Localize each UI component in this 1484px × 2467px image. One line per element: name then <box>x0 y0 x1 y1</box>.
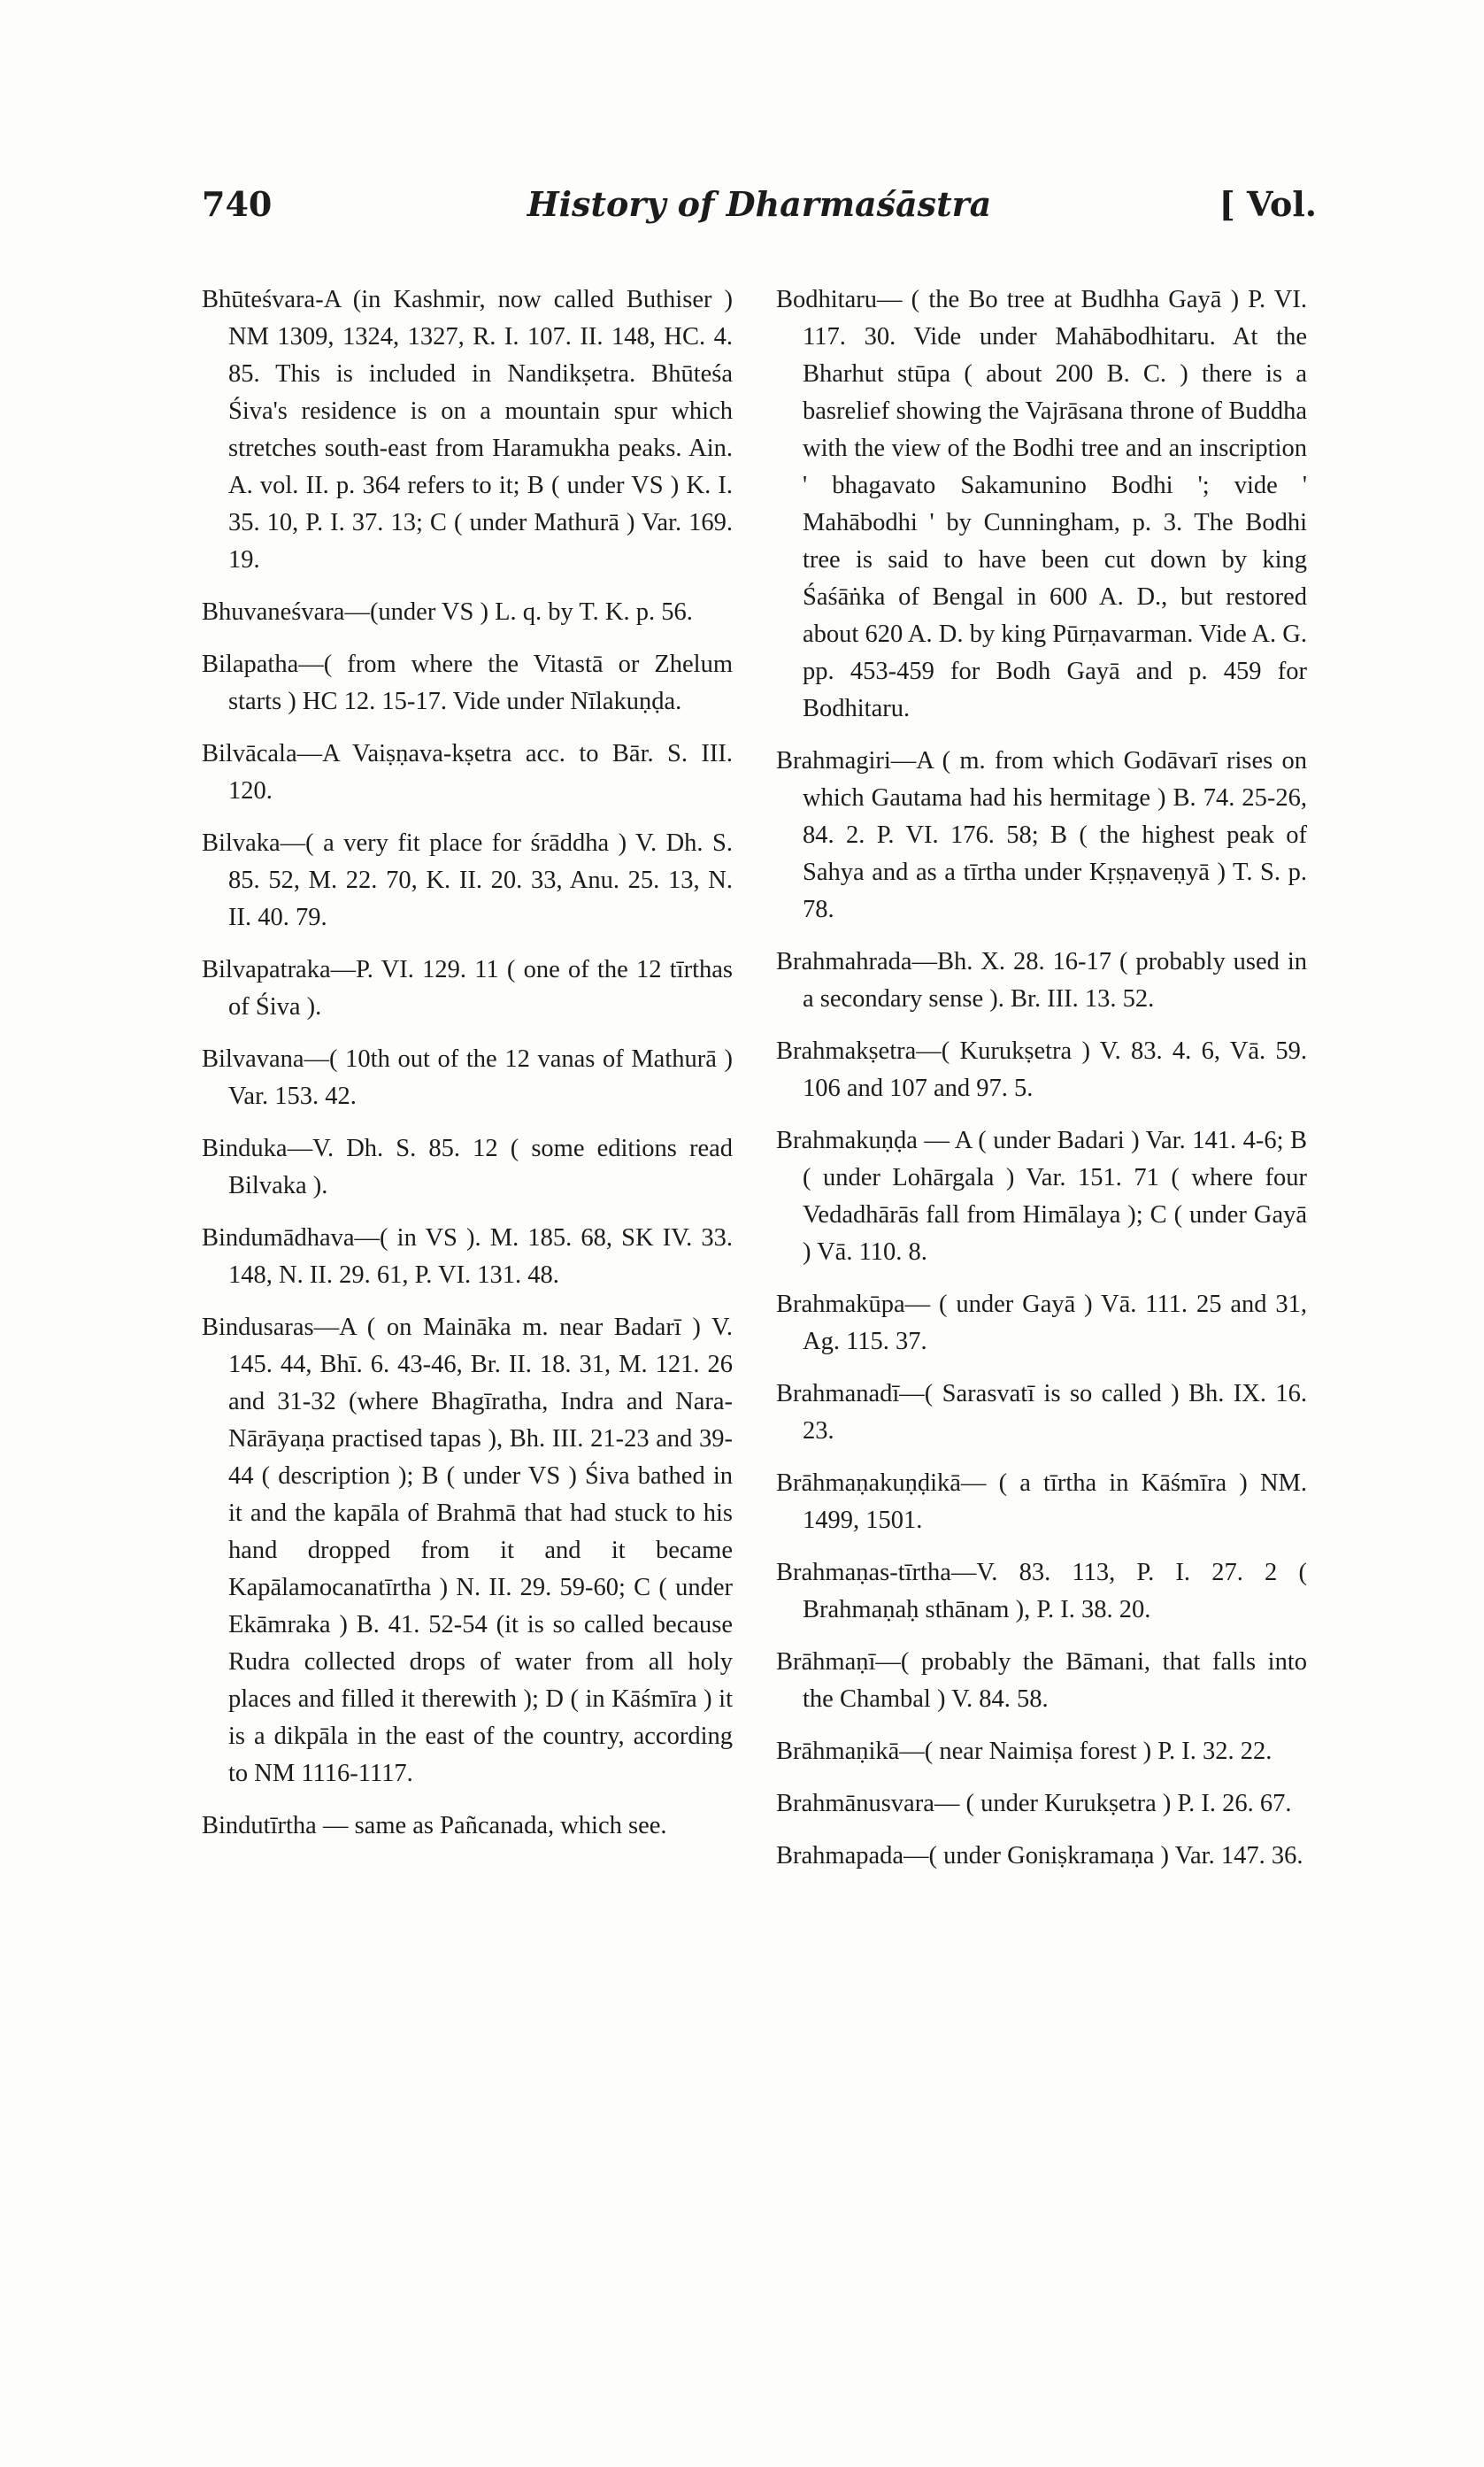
entry-brahmagiri: Brahmagiri—A ( m. from which Godāvarī rises on which Gautama had his hermitage ) B. 74. 25-26, 84. 2. P. VI. 176. 58; B ( the highest peak of Sahya and as a tīrtha under Kṛṣṇaveṇyā ) T. S. p. 78. <box>776 747 1307 923</box>
entry-brahmaksetra: Brahmakṣetra—( Kurukṣetra ) V. 83. 4. 6, Vā. 59. 106 and 107 and 97. 5. <box>776 1037 1307 1102</box>
entry-brahmanakundika: Brāhmaṇakuṇḍikā— ( a tīrtha in Kāśmīra ) NM. 1499, 1501. <box>776 1469 1307 1534</box>
entry-brahmakupa: Brahmakūpa— ( under Gayā ) Vā. 111. 25 and 31, Ag. 115. 37. <box>776 1291 1307 1355</box>
entry-bhutesvara: Bhūteśvara-A (in Kashmir, now called Buthiser ) NM 1309, 1324, 1327, R. I. 107. II. 148, HC. 4. 85. This is included in Nandikṣetra. Bhūteśa Śiva's residence is on a mountain spur which stretches south-east from Haramukha peaks. Ain. A. vol. II. p. 364 refers to it; B ( under VS ) K. I. 35. 10, P. I. 37. 13; C ( under Mathurā ) Var. 169. 19. <box>202 286 733 574</box>
entry-brahmanusvara: Brahmānusvara— ( under Kurukṣetra ) P. I. 26. 67. <box>776 1790 1292 1817</box>
entry-brahmakunda: Brahmakuṇḍa — A ( under Badari ) Var. 141. 4-6; B ( under Lohārgala ) Var. 151. 71 ( where four Vedadhārās fall from Himālaya ); C ( under Gayā ) Vā. 110. 8. <box>776 1127 1307 1266</box>
entry-brahmani: Brāhmaṇī—( probably the Bāmani, that falls into the Chambal ) V. 84. 58. <box>776 1648 1307 1713</box>
entry-brahmahrada: Brahmahrada—Bh. X. 28. 16-17 ( probably used in a secondary sense ). Br. III. 13. 52. <box>776 948 1307 1013</box>
entry-bilvavana: Bilvavana—( 10th out of the 12 vanas of Mathurā ) Var. 153. 42. <box>202 1045 733 1110</box>
left-column <box>202 281 733 1860</box>
volume-mark: [ Vol. <box>1219 184 1317 224</box>
entry-brahmanas-tirtha: Brahmaṇas-tīrtha—V. 83. 113, P. I. 27. 2 ( Brahmaṇaḥ sthānam ), P. I. 38. 20. <box>776 1559 1307 1623</box>
entry-brahmapada: Brahmapada—( under Goniṣkramaṇa ) Var. 147. 36. <box>776 1842 1303 1870</box>
entry-binduka: Binduka—V. Dh. S. 85. 12 ( some editions read Bilvaka ). <box>202 1135 733 1199</box>
entry-bilapatha: Bilapatha—( from where the Vitastā or Zhelum starts ) HC 12. 15-17. Vide under Nīlakuṇḍa. <box>202 651 733 715</box>
right-column <box>776 281 1307 1890</box>
entry-brahmanika: Brāhmaṇikā—( near Naimiṣa forest ) P. I. 32. 22. <box>776 1738 1273 1765</box>
entry-bilvacala: Bilvācala—A Vaiṣṇava-kṣetra acc. to Bār. S. III. 120. <box>202 740 733 805</box>
entry-bilvaka: Bilvaka—( a very fit place for śrāddha ) V. Dh. S. 85. 52, M. 22. 70, K. II. 20. 33, Anu. 25. 13, N. II. 40. 79. <box>202 829 733 931</box>
entry-bodhitaru: Bodhitaru— ( the Bo tree at Budhha Gayā ) P. VI. 117. 30. Vide under Mahābodhitaru. At the Bharhut stūpa ( about 200 B. C. ) there is a basrelief showing the Vajrāsana throne of Buddha with the view of the Bodhi tree and an inscription ' bhagavato Sakamunino Bodhi '; vide ' Mahābodhi ' by Cunningham, p. 3. The Bodhi tree is said to have been cut down by king Śaśāṅka of Bengal in 600 A. D., but restored about 620 A. D. by king Pūrṇavarman. Vide A. G. pp. 453-459 for Bodh Gayā and p. 459 for Bodhitaru. <box>776 286 1307 722</box>
entry-bindusaras: Bindusaras—A ( on Maināka m. near Badarī ) V. 145. 44, Bhī. 6. 43-46, Br. II. 18. 31, M. 121. 26 and 31-32 (where Bhagīratha, Indra and Nara-Nārāyaṇa practised tapas ), Bh. III. 21-23 and 39-44 ( description ); B ( under VS ) Śiva bathed in it and the kapāla of Brahmā that had stuck to his hand dropped from it and it became Kapālamocanatīrtha ) N. II. 29. 59-60; C ( under Ekāmraka ) B. 41. 52-54 (it is so called because Rudra collected drops of water from all holy places and filled it therewith ); D ( in Kāśmīra ) it is a dikpāla in the east of the country, according to NM 1116-1117. <box>202 1314 733 1787</box>
entry-bilvapatraka: Bilvapatraka—P. VI. 129. 11 ( one of the 12 tīrthas of Śiva ). <box>202 956 733 1021</box>
entry-bindumadhava: Bindumādhava—( in VS ). M. 185. 68, SK IV. 33. 148, N. II. 29. 61, P. VI. 131. 48. <box>202 1224 733 1289</box>
entry-bhuvanesvara: Bhuvaneśvara—(under VS ) L. q. by T. K. p. 56. <box>202 598 693 626</box>
entry-brahmanadi: Brahmanadī—( Sarasvatī is so called ) Bh. IX. 16. 23. <box>776 1380 1307 1445</box>
running-title: History of Dharmaśāstra <box>527 184 992 224</box>
page-header <box>202 184 1317 237</box>
page-number: 740 <box>202 184 273 224</box>
entry-bindutirtha: Bindutīrtha — same as Pañcanada, which see. <box>202 1812 667 1839</box>
